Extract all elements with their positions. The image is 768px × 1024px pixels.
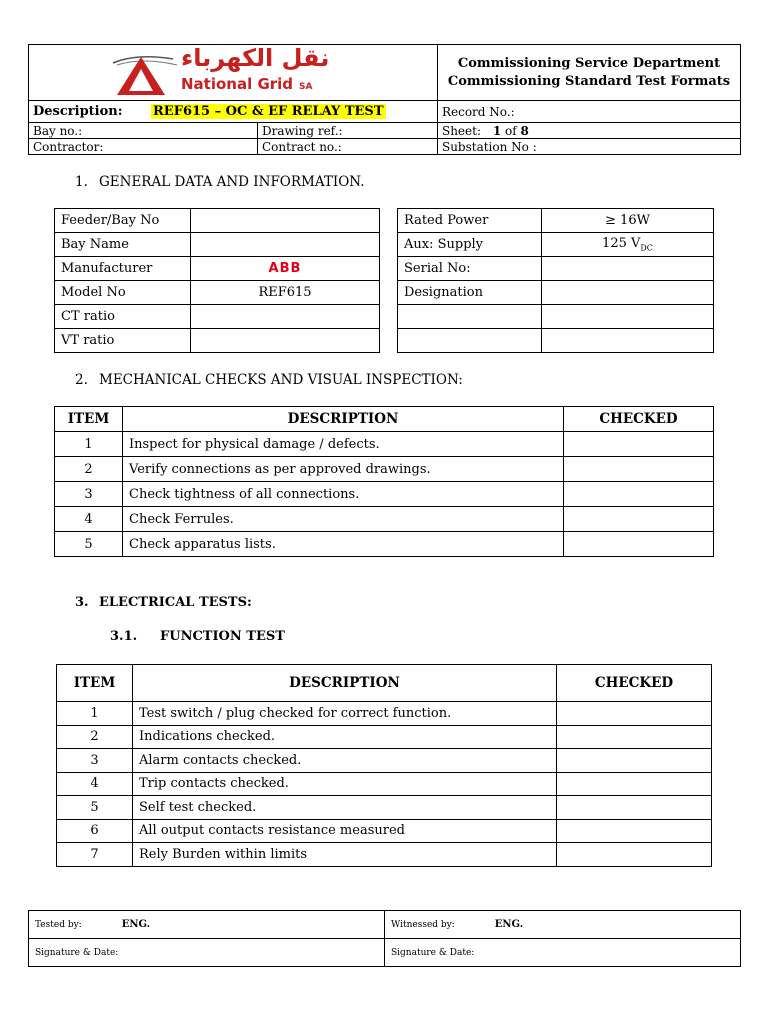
description-cell <box>29 101 438 123</box>
section-3-1-heading <box>110 629 285 644</box>
logo-cell <box>29 45 438 101</box>
row-value: ≥ 16W <box>542 209 714 233</box>
row-label <box>398 305 542 329</box>
item-description: Indications checked. <box>133 725 557 749</box>
item-number: 7 <box>57 843 133 867</box>
table-row <box>55 209 380 233</box>
witnessed-by-label: Witnessed by: <box>391 920 455 930</box>
table-row <box>55 281 380 305</box>
description-label: Description: <box>33 104 123 119</box>
table-header-row <box>55 407 714 432</box>
signature-footer <box>28 910 741 967</box>
item-description: Test switch / plug checked for correct function. <box>133 702 557 726</box>
item-description: All output contacts resistance measured <box>133 819 557 843</box>
manufacturer-value <box>191 257 380 281</box>
sheet-current: 1 <box>492 123 502 138</box>
table-row <box>55 482 714 507</box>
checked-cell[interactable] <box>557 702 712 726</box>
section-2-heading <box>75 372 463 388</box>
checked-cell[interactable] <box>564 532 714 557</box>
item-description: Rely Burden within limits <box>133 843 557 867</box>
table-row <box>55 507 714 532</box>
row-label: Rated Power <box>398 209 542 233</box>
checked-cell[interactable] <box>564 482 714 507</box>
row-label: Manufacturer <box>55 257 191 281</box>
table-row <box>57 702 712 726</box>
table-row <box>398 233 714 257</box>
item-description: Self test checked. <box>133 796 557 820</box>
substation-cell <box>437 139 740 155</box>
abb-logo: ABB <box>268 261 302 276</box>
checked-cell[interactable] <box>557 796 712 820</box>
item-number: 5 <box>55 532 123 557</box>
logo-english-name: National Grid <box>181 75 294 93</box>
row-label: VT ratio <box>55 329 191 353</box>
item-description: Check Ferrules. <box>123 507 564 532</box>
aux-supply-voltage: 125 V <box>602 236 641 252</box>
drawing-ref-label: Drawing ref.: <box>262 123 343 138</box>
section-1-number: 1. <box>75 174 88 190</box>
record-no-label: Record No.: <box>441 104 515 119</box>
sheet-cell <box>437 123 740 139</box>
row-label: Bay Name <box>55 233 191 257</box>
checked-cell[interactable] <box>557 749 712 773</box>
sheet-total: 8 <box>520 123 529 138</box>
table-row <box>398 257 714 281</box>
row-value <box>542 329 714 353</box>
section-2-number: 2. <box>75 372 88 388</box>
function-test-table <box>56 664 712 867</box>
table-header-row <box>57 665 712 702</box>
checked-cell[interactable] <box>557 772 712 796</box>
row-label: CT ratio <box>55 305 191 329</box>
tested-by-value: ENG. <box>121 919 151 930</box>
checked-cell[interactable] <box>564 457 714 482</box>
column-header-item: ITEM <box>57 665 133 702</box>
section-1-heading <box>75 174 365 190</box>
checked-cell[interactable] <box>557 819 712 843</box>
table-row <box>398 281 714 305</box>
row-value <box>191 209 380 233</box>
table-row <box>57 749 712 773</box>
checked-cell[interactable] <box>564 432 714 457</box>
item-description: Verify connections as per approved drawings. <box>123 457 564 482</box>
column-header-item: ITEM <box>55 407 123 432</box>
table-row <box>398 305 714 329</box>
table-row <box>55 457 714 482</box>
item-number: 6 <box>57 819 133 843</box>
row-value <box>191 329 380 353</box>
item-description: Check apparatus lists. <box>123 532 564 557</box>
tested-by-label: Tested by: <box>35 920 82 930</box>
section-1-title: GENERAL DATA AND INFORMATION. <box>99 174 365 190</box>
item-number: 4 <box>57 772 133 796</box>
checked-cell[interactable] <box>557 843 712 867</box>
section-3-1-number: 3.1. <box>110 629 138 644</box>
department-title: Commissioning Service Department <box>457 55 721 71</box>
section-3-number: 3. <box>75 595 89 610</box>
contract-no-label: Contract no.: <box>262 139 342 154</box>
checked-cell[interactable] <box>564 507 714 532</box>
bay-no-cell <box>29 123 258 139</box>
document-header <box>28 44 741 155</box>
table-row <box>57 725 712 749</box>
triangle-logo-icon <box>107 51 181 97</box>
contractor-cell <box>29 139 258 155</box>
table-row <box>57 819 712 843</box>
column-header-description: DESCRIPTION <box>133 665 557 702</box>
column-header-checked: CHECKED <box>564 407 714 432</box>
general-data-left-table <box>54 208 380 353</box>
column-header-description: DESCRIPTION <box>123 407 564 432</box>
item-number: 2 <box>57 725 133 749</box>
section-2-title: MECHANICAL CHECKS AND VISUAL INSPECTION: <box>99 372 463 388</box>
checked-cell[interactable] <box>557 725 712 749</box>
table-row <box>398 209 714 233</box>
item-description: Check tightness of all connections. <box>123 482 564 507</box>
aux-supply-unit: DC <box>640 243 653 253</box>
section-3-title: ELECTRICAL TESTS: <box>99 595 252 610</box>
table-row <box>55 532 714 557</box>
sheet-label: Sheet: <box>441 123 481 138</box>
table-row <box>55 305 380 329</box>
column-header-checked: CHECKED <box>557 665 712 702</box>
row-label: Aux: Supply <box>398 233 542 257</box>
item-number: 1 <box>55 432 123 457</box>
table-row <box>57 772 712 796</box>
general-data-right-table <box>397 208 714 353</box>
row-value <box>542 281 714 305</box>
contractor-label: Contractor: <box>33 139 104 154</box>
logo-suffix: SA <box>299 82 313 92</box>
item-number: 4 <box>55 507 123 532</box>
row-label <box>398 329 542 353</box>
logo-english-text <box>181 77 313 94</box>
national-grid-logo <box>107 44 407 97</box>
aux-supply-value <box>542 233 714 257</box>
item-number: 1 <box>57 702 133 726</box>
table-row <box>57 843 712 867</box>
drawing-ref-cell <box>258 123 438 139</box>
table-row <box>398 329 714 353</box>
row-label: Model No <box>55 281 191 305</box>
signature-label-right: Signature & Date: <box>391 947 475 958</box>
row-label: Feeder/Bay No <box>55 209 191 233</box>
row-value <box>542 305 714 329</box>
signature-right-cell[interactable] <box>385 939 741 967</box>
row-value <box>191 233 380 257</box>
logo-arabic-text: نقل الكهرباء <box>181 44 330 72</box>
record-no-cell <box>437 101 740 123</box>
item-number: 3 <box>57 749 133 773</box>
row-label: Serial No: <box>398 257 542 281</box>
row-value <box>542 257 714 281</box>
table-row <box>55 432 714 457</box>
item-number: 2 <box>55 457 123 482</box>
section-3-heading <box>75 595 252 610</box>
item-number: 3 <box>55 482 123 507</box>
witnessed-by-value: ENG. <box>494 919 524 930</box>
table-row <box>57 796 712 820</box>
department-title-cell <box>437 45 740 101</box>
item-description: Inspect for physical damage / defects. <box>123 432 564 457</box>
table-row <box>55 233 380 257</box>
substation-label: Substation No : <box>441 139 537 154</box>
bay-no-label: Bay no.: <box>33 123 83 138</box>
row-value <box>191 305 380 329</box>
mechanical-checks-table <box>54 406 714 557</box>
table-row <box>55 329 380 353</box>
section-3-1-title: FUNCTION TEST <box>160 629 285 644</box>
tested-by-cell[interactable] <box>29 911 385 939</box>
witnessed-by-cell[interactable] <box>385 911 741 939</box>
item-description: Trip contacts checked. <box>133 772 557 796</box>
description-value: REF615 – OC & EF RELAY TEST <box>153 104 384 119</box>
signature-left-cell[interactable] <box>29 939 385 967</box>
signature-label-left: Signature & Date: <box>35 947 119 958</box>
format-title: Commissioning Standard Test Formats <box>447 73 731 89</box>
contract-no-cell <box>258 139 438 155</box>
row-label: Designation <box>398 281 542 305</box>
sheet-of: of <box>505 123 517 138</box>
item-number: 5 <box>57 796 133 820</box>
row-value: REF615 <box>191 281 380 305</box>
item-description: Alarm contacts checked. <box>133 749 557 773</box>
table-row <box>55 257 380 281</box>
